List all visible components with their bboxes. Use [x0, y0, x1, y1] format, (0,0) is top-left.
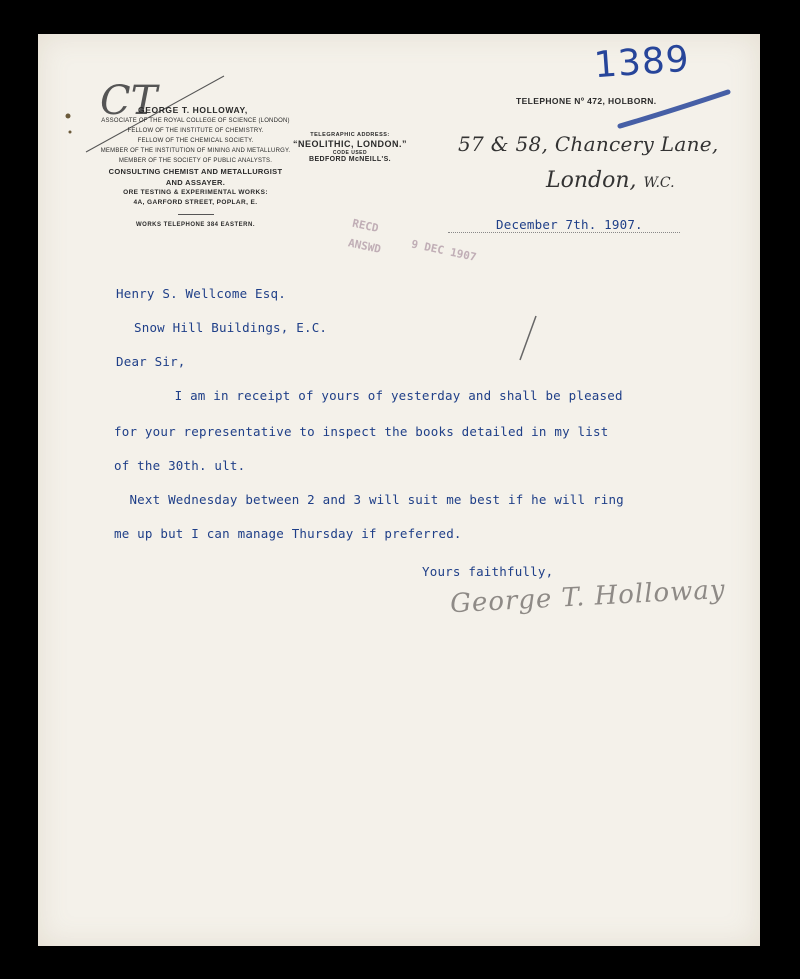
body-line: Next Wednesday between 2 and 3 will suit me best if he will ring: [114, 492, 624, 507]
salutation: Dear Sir,: [116, 354, 186, 369]
closing: Yours faithfully,: [422, 564, 554, 579]
letterhead-left: [88, 104, 303, 230]
address-script-city: [546, 168, 675, 193]
letter-date: December 7th. 1907.: [496, 217, 643, 232]
handwritten-initials: CT: [100, 78, 158, 124]
code-label: CODE USED: [332, 150, 368, 156]
profession-line: AND ASSAYER.: [165, 178, 226, 187]
works-address: 4A, GARFORD STREET, POPLAR, E.: [133, 199, 258, 206]
date-dotted-line: [448, 232, 680, 233]
credential-line: MEMBER OF THE SOCIETY OF PUBLIC ANALYSTS.: [118, 158, 273, 164]
letter-paper: [38, 34, 760, 946]
ink-spot: [66, 114, 71, 119]
recipient-address: Snow Hill Buildings, E.C.: [134, 320, 328, 335]
address-script-street: 57 & 58, Chancery Lane,: [458, 132, 719, 156]
credential-line: ASSOCIATE OF THE ROYAL COLLEGE OF SCIENCE (LONDON): [101, 118, 290, 124]
letterhead-telegraphic: [290, 132, 410, 163]
address-city: London,: [546, 168, 637, 193]
works-line: ORE TESTING & EXPERIMENTAL WORKS:: [123, 189, 268, 196]
archive-number: 1389: [592, 38, 691, 87]
body-line: me up but I can manage Thursday if preferred.: [114, 526, 462, 541]
code-name: BEDFORD McNEILL'S.: [309, 156, 391, 163]
credential-line: FELLOW OF THE INSTITUTE OF CHEMISTRY.: [127, 128, 264, 134]
stamp-answd: ANSWD: [346, 236, 383, 256]
credential-line: FELLOW OF THE CHEMICAL SOCIETY.: [137, 138, 254, 144]
body-line: for your representative to inspect the books detailed in my list: [114, 424, 609, 439]
stamp-recd: RECD: [351, 216, 380, 235]
letterhead-name: GEORGE T. HOLLOWAY,: [138, 105, 248, 115]
ink-spot-2: [69, 131, 72, 134]
credential-line: MEMBER OF THE INSTITUTION OF MINING AND METALLURGY.: [100, 148, 291, 154]
telephone: TELEPHONE Nº 472, HOLBORN.: [516, 96, 657, 106]
body-line: of the 30th. ult.: [114, 458, 246, 473]
divider: [178, 214, 214, 215]
recipient-name: Henry S. Wellcome Esq.: [116, 286, 286, 301]
telegraphic-label: TELEGRAPHIC ADDRESS:: [310, 132, 390, 138]
telegraphic-address: “NEOLITHIC, LONDON.”: [293, 139, 407, 149]
signature: George T. Holloway: [449, 574, 727, 620]
address-district: W.C.: [643, 175, 675, 191]
stamp-date: 9 DEC 1907: [410, 237, 478, 264]
pencil-tick: [520, 316, 536, 360]
works-telephone: WORKS TELEPHONE 384 EASTERN.: [135, 222, 256, 228]
body-line: I am in receipt of yours of yesterday and shall be pleased: [136, 388, 623, 403]
profession-line: CONSULTING CHEMIST AND METALLURGIST: [108, 167, 283, 176]
